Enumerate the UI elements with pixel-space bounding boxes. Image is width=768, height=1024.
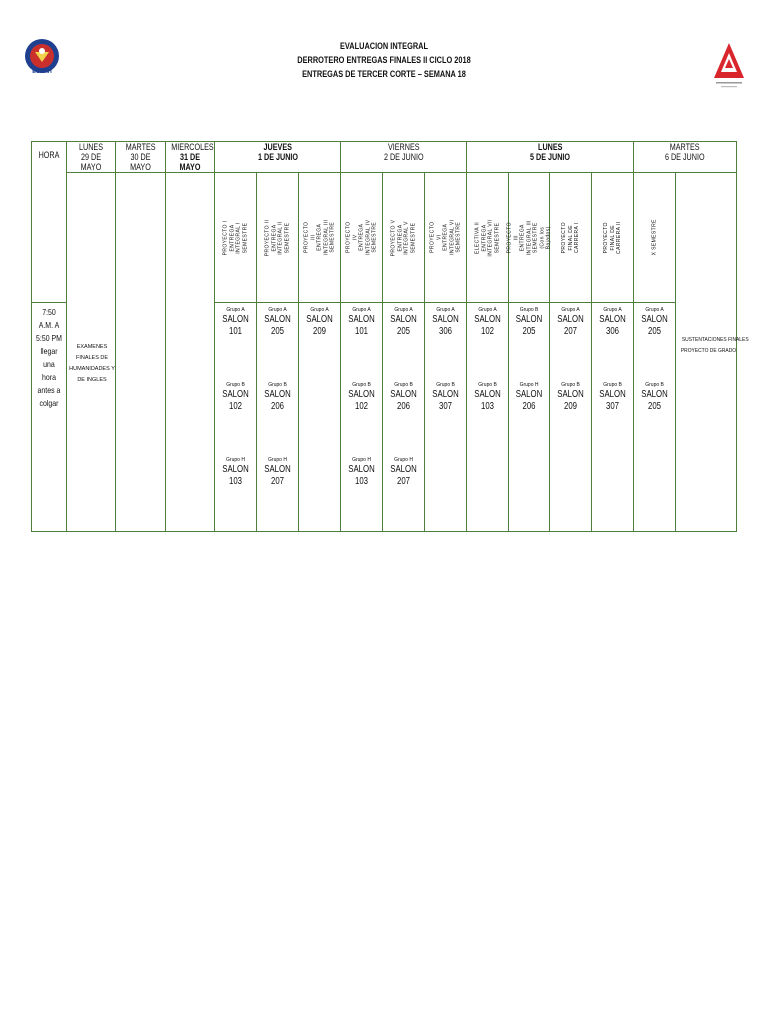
subject-cell: PROYECTO II ENTREGA INTEGRAL II SEMESTRE	[257, 173, 299, 303]
header-subtitle: DERROTERO ENTREGAS FINALES II CICLO 2018	[297, 55, 471, 65]
subject-cell: PROYECTO III ENTREGA INTEGRAL III SEMESTRE	[299, 173, 341, 303]
room-number: 102	[481, 326, 495, 337]
room-slot	[341, 303, 382, 381]
group-label: Grupo B	[603, 382, 622, 388]
group-label: Grupo A	[352, 307, 371, 313]
room-slot	[215, 456, 256, 531]
header-week: ENTREGAS DE TERCER CORTE – SEMANA 18	[302, 69, 466, 79]
room-number: 206	[397, 401, 411, 412]
room-slot	[215, 381, 256, 456]
miercoles-31-cell	[166, 173, 215, 532]
room-number: 103	[481, 401, 495, 412]
room-label: SALON	[432, 389, 459, 400]
room-label: SALON	[222, 464, 249, 475]
hora-header: HORA	[32, 142, 67, 303]
room-label: SALON	[264, 464, 291, 475]
group-label: Grupo B	[519, 307, 539, 313]
room-label: SALON	[222, 389, 249, 400]
group-label: Grupo A	[268, 307, 287, 313]
room-slot	[341, 456, 382, 531]
martes-30-cell	[116, 173, 166, 532]
room-label: SALON	[599, 389, 626, 400]
room-label: SALON	[557, 389, 584, 400]
room-number: 101	[228, 326, 243, 337]
schedule-table	[31, 141, 749, 510]
room-label: SALON	[515, 314, 543, 325]
room-number: 206	[270, 401, 285, 412]
room-label: SALON	[264, 314, 291, 325]
lunes-29-cell	[67, 173, 116, 532]
group-label: Grupo B	[436, 382, 455, 388]
room-label: SALON	[432, 314, 459, 325]
room-label: SALON	[390, 464, 417, 475]
subject-cell: PROYECTO V ENTREGA INTEGRAL V SEMESTRE	[383, 173, 425, 303]
room-column	[257, 303, 299, 532]
room-number: 207	[270, 476, 285, 487]
room-slot	[257, 303, 298, 381]
room-label: SALON	[348, 314, 375, 325]
subject-cell: PROYECTO III ENTREGA INTEGRAL III SEMESTRE (Con los Bajados)	[509, 173, 550, 303]
room-number: 207	[564, 326, 578, 337]
room-slot	[341, 381, 382, 456]
hora-cell: 7:50 A.M. A 5:50 PM llegar una hora antes a colgar	[32, 303, 67, 532]
group-label: Grupo H	[268, 457, 287, 463]
group-label: Grupo A	[436, 307, 455, 313]
room-column	[550, 303, 592, 532]
room-number: 101	[355, 326, 369, 337]
group-label: Grupo H	[394, 457, 413, 463]
day-lunes-5: LUNES 5 DE JUNIO	[467, 142, 634, 173]
room-number: 205	[270, 326, 285, 337]
room-number: 306	[439, 326, 453, 337]
room-label: SALON	[306, 314, 333, 325]
room-slot	[550, 303, 591, 381]
room-number: 103	[228, 476, 243, 487]
subject-row	[32, 173, 737, 303]
sustentaciones-cell: SUSTENTACIONES FINALES PROYECTO DE GRADO	[676, 173, 737, 532]
room-slot	[592, 303, 633, 381]
room-label: SALON	[641, 389, 668, 400]
room-slot	[592, 381, 633, 456]
room-column	[467, 303, 509, 532]
room-column	[509, 303, 550, 532]
room-number: 306	[606, 326, 620, 337]
room-number: 307	[606, 401, 620, 412]
subject-cell: X SEMESTRE	[634, 173, 676, 303]
exam-note: EXAMENES FINALES DE HUMANIDADES Y DE INGLES	[69, 344, 115, 383]
room-number: 209	[564, 401, 578, 412]
header-title: EVALUACION INTEGRAL	[339, 41, 429, 51]
subject-cell: ELECTIVA II ENTREGA INTEGRAL VII SEMESTRE	[467, 173, 509, 303]
day-martes-6: MARTES 6 DE JUNIO	[634, 142, 737, 173]
room-slot	[634, 303, 675, 381]
subject-cell: PROYECTO I ENTREGA INTEGRAL I SEMESTRE	[215, 173, 257, 303]
room-column	[592, 303, 634, 532]
room-number: 209	[312, 326, 327, 337]
room-slot	[383, 381, 424, 456]
day-miercoles-31: MIERCOLES 31 DE MAYO	[166, 142, 215, 173]
subject-cell: PROYECTO FINAL DE CARRERA II	[592, 173, 634, 303]
room-slot	[257, 381, 298, 456]
room-slot	[509, 303, 549, 381]
room-slot	[383, 456, 424, 531]
logo-left-text: ECNAH	[32, 69, 52, 75]
room-column	[634, 303, 676, 532]
room-label: SALON	[222, 314, 249, 325]
day-viernes-2: VIERNES 2 DE JUNIO	[341, 142, 467, 173]
group-label: Grupo B	[561, 382, 580, 388]
subject-cell: PROYECTO IV ENTREGA INTEGRAL IV SEMESTRE	[341, 173, 383, 303]
group-label: Grupo A	[645, 307, 664, 313]
room-label: SALON	[599, 314, 626, 325]
room-number: 205	[397, 326, 411, 337]
group-label: Grupo B	[645, 382, 664, 388]
group-label: Grupo B	[268, 382, 287, 388]
room-column	[425, 303, 467, 532]
group-label: Grupo A	[226, 307, 245, 313]
subject-cell: PROYECTO VI ENTREGA INTEGRAL VI SEMESTRE	[425, 173, 467, 303]
room-slot	[467, 303, 508, 381]
group-label: Grupo B	[478, 382, 497, 388]
room-slot	[550, 381, 591, 456]
room-label: SALON	[641, 314, 668, 325]
room-label: SALON	[557, 314, 584, 325]
room-column	[215, 303, 257, 532]
room-label: SALON	[264, 389, 291, 400]
room-slot	[467, 381, 508, 456]
room-label: SALON	[348, 464, 375, 475]
day-jueves-1: JUEVES 1 DE JUNIO	[215, 142, 341, 173]
group-label: Grupo H	[226, 457, 245, 463]
room-number: 102	[355, 401, 369, 412]
day-header-row	[32, 142, 737, 173]
room-number: 102	[228, 401, 243, 412]
group-label: Grupo B	[226, 382, 245, 388]
room-slot	[509, 381, 549, 456]
room-column	[383, 303, 425, 532]
group-label: Grupo A	[394, 307, 413, 313]
room-number: 207	[397, 476, 411, 487]
group-label: Grupo B	[394, 382, 413, 388]
room-number: 205	[648, 401, 662, 412]
day-lunes-29: LUNES 29 DE MAYO	[67, 142, 116, 173]
subject-cell: PROYECTO FINAL DE CARRERA I	[550, 173, 592, 303]
room-number: 205	[648, 326, 662, 337]
room-label: SALON	[348, 389, 375, 400]
room-label: SALON	[474, 314, 501, 325]
room-column	[299, 303, 341, 532]
room-label: SALON	[515, 389, 543, 400]
room-label: SALON	[390, 314, 417, 325]
room-number: 206	[522, 401, 536, 412]
room-number: 103	[355, 476, 369, 487]
room-slot	[215, 303, 256, 381]
room-number: 205	[522, 326, 536, 337]
room-slot	[425, 303, 466, 381]
group-label: Grupo A	[561, 307, 580, 313]
group-label: Grupo A	[310, 307, 329, 313]
room-label: SALON	[474, 389, 501, 400]
room-slot	[634, 381, 675, 456]
group-label: Grupo H	[352, 457, 371, 463]
room-slot	[383, 303, 424, 381]
group-label: Grupo A	[603, 307, 622, 313]
room-slot	[299, 303, 340, 381]
room-column	[341, 303, 383, 532]
day-martes-30: MARTES 30 DE MAYO	[116, 142, 166, 173]
room-number: 307	[439, 401, 453, 412]
document-header	[0, 39, 768, 81]
group-label: Grupo A	[478, 307, 497, 313]
group-label: Grupo B	[352, 382, 371, 388]
room-slot	[425, 381, 466, 456]
room-slot	[257, 456, 298, 531]
group-label: Grupo H	[519, 382, 539, 388]
room-label: SALON	[390, 389, 417, 400]
